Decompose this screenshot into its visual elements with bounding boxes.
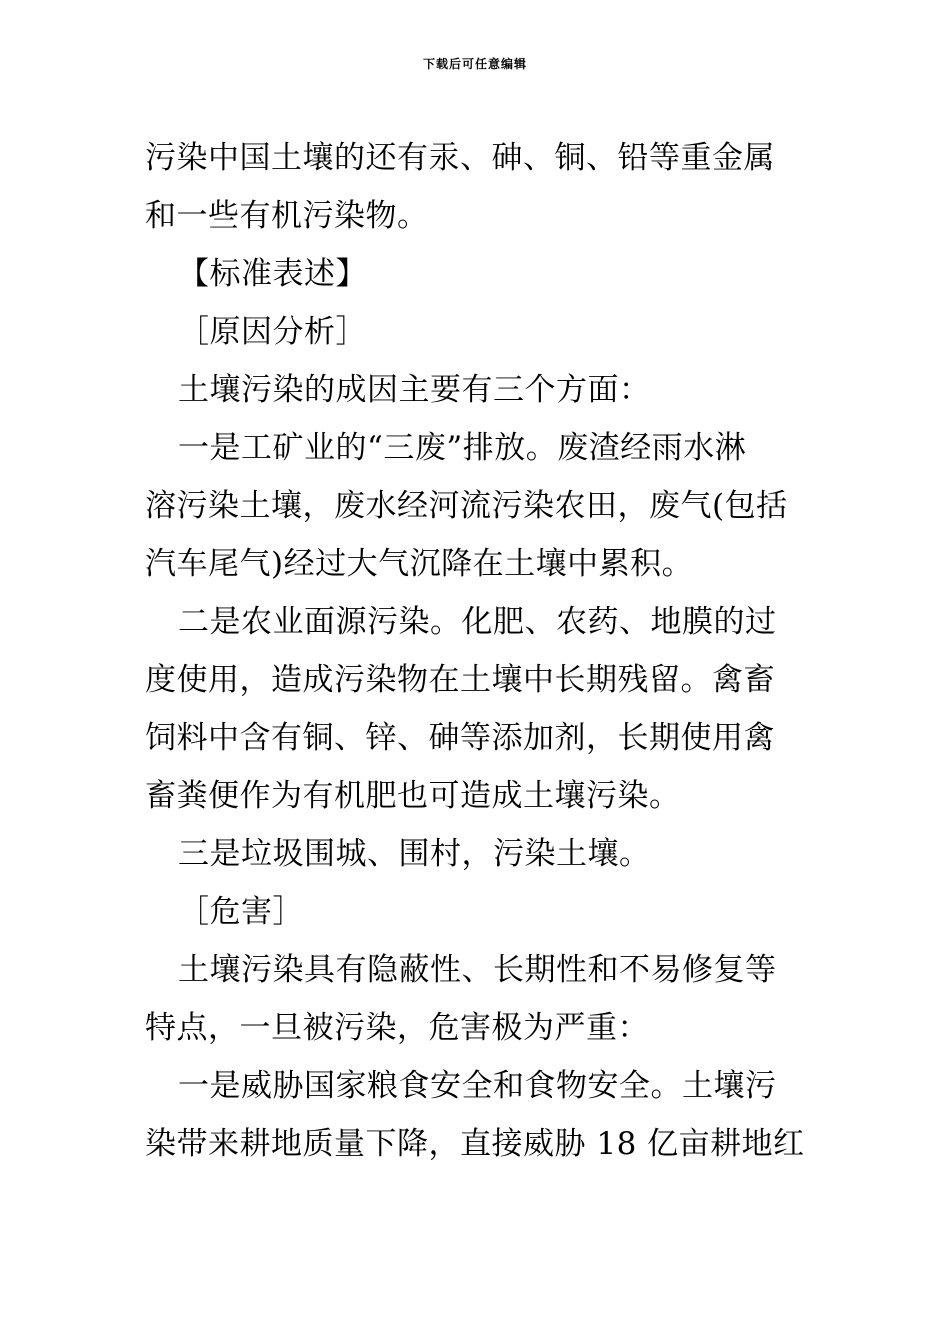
paragraph-line: 特点，一旦被污染，危害极为严重： bbox=[145, 1010, 649, 1046]
subsection-heading: ［危害］ bbox=[178, 894, 304, 930]
paragraph-line: 一是威胁国家粮食安全和食物安全。土壤污 bbox=[178, 1068, 777, 1104]
paragraph-line: 土壤污染具有隐蔽性、长期性和不易修复等 bbox=[178, 952, 777, 988]
paragraph-line: 度使用，造成污染物在土壤中长期残留。禽畜 bbox=[145, 662, 775, 698]
paragraph-line: 溶污染土壤，废水经河流污染农田，废气(包括 bbox=[145, 488, 788, 524]
paragraph-line: 二是农业面源污染。化肥、农药、地膜的过 bbox=[178, 604, 777, 640]
paragraph-line: 染带来耕地质量下降，直接威胁 18 亿亩耕地红 bbox=[145, 1126, 805, 1162]
paragraph-line: 饲料中含有铜、锌、砷等添加剂，长期使用禽 bbox=[145, 720, 775, 756]
document-body bbox=[145, 129, 810, 1173]
section-heading: 【标准表述】 bbox=[178, 256, 367, 292]
text-line: 污染中国土壤的还有汞、砷、铜、铅等重金属 bbox=[145, 140, 775, 176]
text-line: 和一些有机污染物。 bbox=[145, 198, 429, 234]
paragraph-line: 三是垃圾围城、围村，污染土壤。 bbox=[178, 836, 651, 872]
page-header: 下载后可任意编辑 bbox=[422, 57, 527, 71]
paragraph-line: 一是工矿业的“三废”排放。废渣经雨水淋 bbox=[178, 430, 747, 466]
paragraph-line: 土壤污染的成因主要有三个方面： bbox=[178, 372, 651, 408]
paragraph-line: 畜粪便作为有机肥也可造成土壤污染。 bbox=[145, 778, 681, 814]
subsection-heading: ［原因分析］ bbox=[178, 314, 367, 350]
paragraph-line: 汽车尾气)经过大气沉降在土壤中累积。 bbox=[145, 546, 694, 582]
